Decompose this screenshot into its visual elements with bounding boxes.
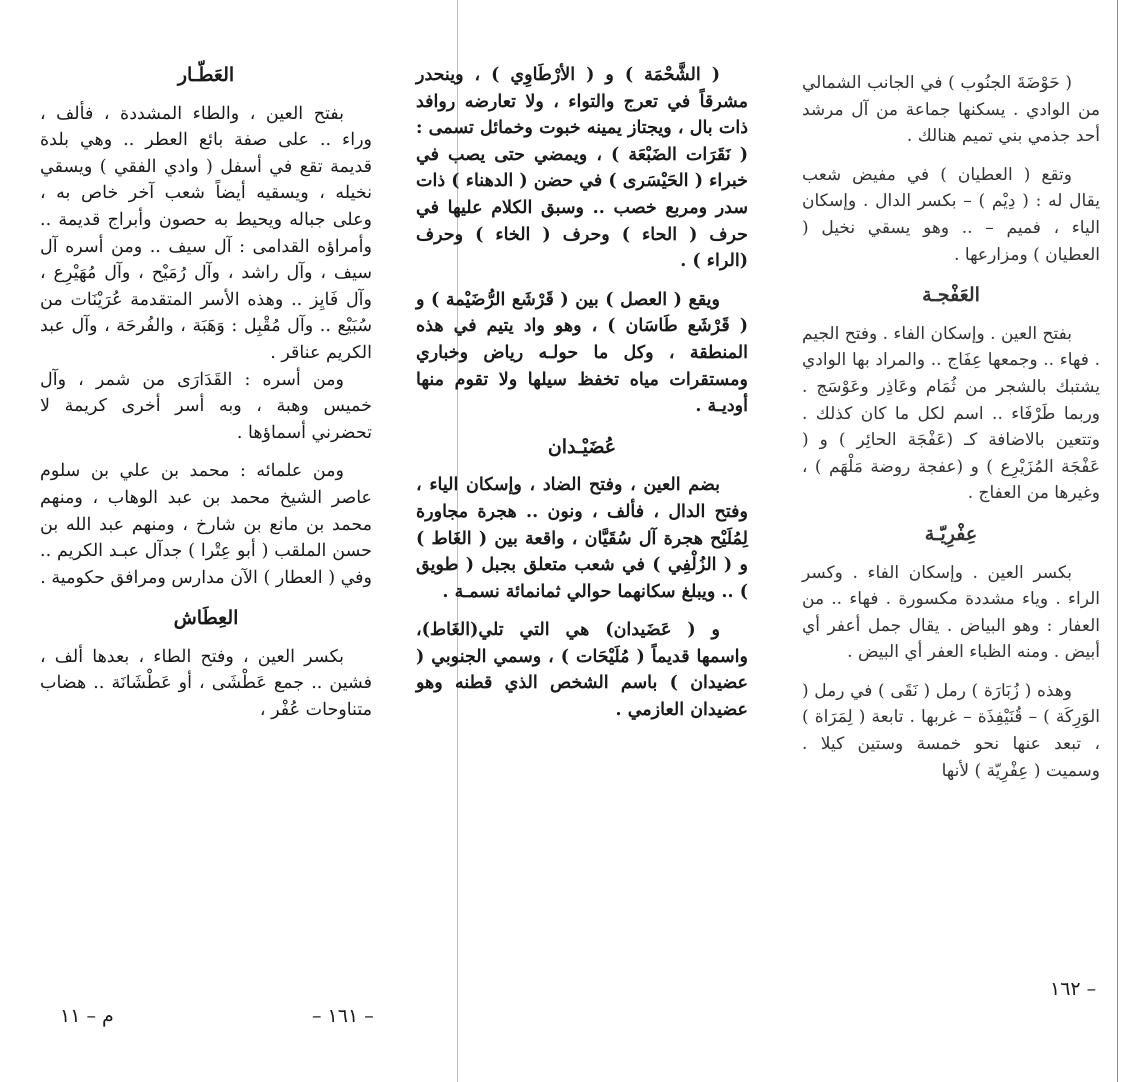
entry-heading: العَفْجـة <box>922 284 980 307</box>
paragraph: ( الشَّحْمَة ) و ( الأرْطَاوِي ) ، وينحدر مشرقاً في تعرج والتواء ، ولا تعارضه روافد ذات بال ، ويجتاز يمينه خبوت وخمائل تسمى : ( نَقَرَات الضَبْعَة ) ، ويمضي حتى يصب في خبراء ( الحَيْسَرى ) في حضن ( الدهناء ) ذات سدر ومربع خصب .. وسبق الكلام عليها في حرف ( الحاء ) وحرف ( الخاء ) وحرف (الراء ) . <box>416 65 748 272</box>
paragraph: بكسر العين ، وفتح الطاء ، بعدها ألف ، فشين .. جمع عَطْشَى ، أو عَطْشَانَة .. هضاب متناوحات عُفْر ، <box>40 646 372 721</box>
page-number: – ١٦١ – <box>312 1005 374 1027</box>
paragraph: ومن أسره : القَدَارَى من شمر ، وآل خميس وهبة ، وبه أسر أخرى كريمة لا تحضرني أسماؤها . <box>40 369 372 443</box>
entry-heading: العَطّـار <box>177 64 235 86</box>
paragraph: وهذه ( زُبَارَة ) رمل ( نَقَى ) في رمل ( الوَرِكَة ) – قُنَيْفِذَة – غربها . تابعة ( لِمَرَاة ) ، تبعد عنها نحو خمسة وستين كيلا . وسميت ( عِفْرِيّة ) لأنها <box>802 680 1100 781</box>
paragraph: ومن علمائه : محمد بن علي بن سلوم عاصر الشيخ محمد بن عبد الوهاب ، ومنهم محمد بن مانع بن شارخ ، ومنهم عبد الله بن حسن الملقب ( أبو عِتْرا ) جدآل عبـد الكريم .. وفي ( العطار ) الآن مدارس ومرافق حكومية . <box>40 461 372 588</box>
paragraph: ( حَوْضَةَ الجنُوب ) في الجانب الشمالي من الوادي . يسكنها جماعة من آل مرشد أحد جذمي بني تميم هنالك . <box>802 73 1100 147</box>
page-number: – ١٦٢ <box>1050 978 1097 1000</box>
signature-mark: م – ١١ <box>60 1005 114 1027</box>
entry-heading: عُضَيْـدان <box>547 435 617 458</box>
paragraph: ويقع ( العصل ) بين ( قَرْشَع الرُّضَيْمة ) و ( قَرْشَع طَاسَان ) ، وهو واد يتيم في هذه المنطقة ، وكل ما حولـه رياض وخباري ومستقرات مياه تخفظ سيلها ولا تقوم منها أوديـة . <box>416 289 748 417</box>
paragraph: بضم العين ، وفتح الضاد ، وإسكان الياء ، وفتح الدال ، فألف ، ونون .. هجرة مجاورة لِمُلَيْح هجرة آل سُقَيَّان ، واقعة بين ( الغَاط ) و ( الزُلْفِي ) في شعب متعلق بجبل ( طويق ) .. ويبلغ سكانهما حوالي ثمانمائة نسمـة . <box>416 475 748 602</box>
middle-page-column <box>416 62 748 724</box>
paragraph: بكسر العين . وإسكان الفاء . وكسر الراء . وياء مشددة مكسورة . فهاء .. من العفار : وهو البياض . يقال جمل أعفر أي أبيض . ومنه الظباء العفر أي البيض . <box>802 562 1100 663</box>
right-page-column <box>802 70 1100 784</box>
entry-heading: العِطَاش <box>173 607 239 630</box>
paragraph: بفتح العين . وإسكان الفاء . وفتح الجيم . فهاء .. وجمعها عِفَاج .. والمراد بها الوادي يشتبك بالشجر من ثُمَام وعَاذِر وعَوْسَج . وربما طَرْفَاء .. اسم لكل ما كان كذلك . وتتعين بالاضافة كـ (عَفْجَة الحائِر ) و ( عَفْجَة المُزَيْرِع ) و (عفجة روضة مَلْهَم ) ، وغيرها من العفاج . <box>802 323 1100 504</box>
entry-heading: عِفْرِيّـة <box>924 522 978 545</box>
paragraph: و ( عَضَيدان) هي التي تلي(الغَاط)، واسمها قديماً ( مُلَيْحَات ) ، وسمي الجنوبي ( عضيدان ) باسم الشخص الذي قطنه وهو عضيدان العازمي . <box>416 620 748 721</box>
left-page-column <box>40 62 372 724</box>
paragraph: بفتح العين ، والطاء المشددة ، فألف ، وراء .. على صفة بائع العطر .. وهي بلدة قديمة تقع في أسفل ( وادي الفقي ) ويسقي نخيله ، ويسقيه أيضاً شعب آخر خاص به ، وعلى جباله ويحيط به حصون وأبراج قديمة .. وأمراؤه القدامى : آل سيف .. ومن أسره آل سيف ، وآل راشد ، وآل رُمَيْح ، وآل مُهَيْرِع ، وآل فَايِز .. وهذه الأسر المتقدمة عُرَيْنَات من سُبَيْع .. وآل مُقْبِل : وَهَبَة ، والفُرحَة ، وآل عبد الكريم عناقر . <box>40 103 372 363</box>
page-edge-line <box>1117 0 1118 1082</box>
paragraph: وتقع ( العطيان ) في مفيض شعب يقال له : ( دِيْم ) – بكسر الدال . وإسكان الياء ، فميم – .. وهو يسقي نخيل ( العطيان ) ومزارعها . <box>802 164 1100 265</box>
